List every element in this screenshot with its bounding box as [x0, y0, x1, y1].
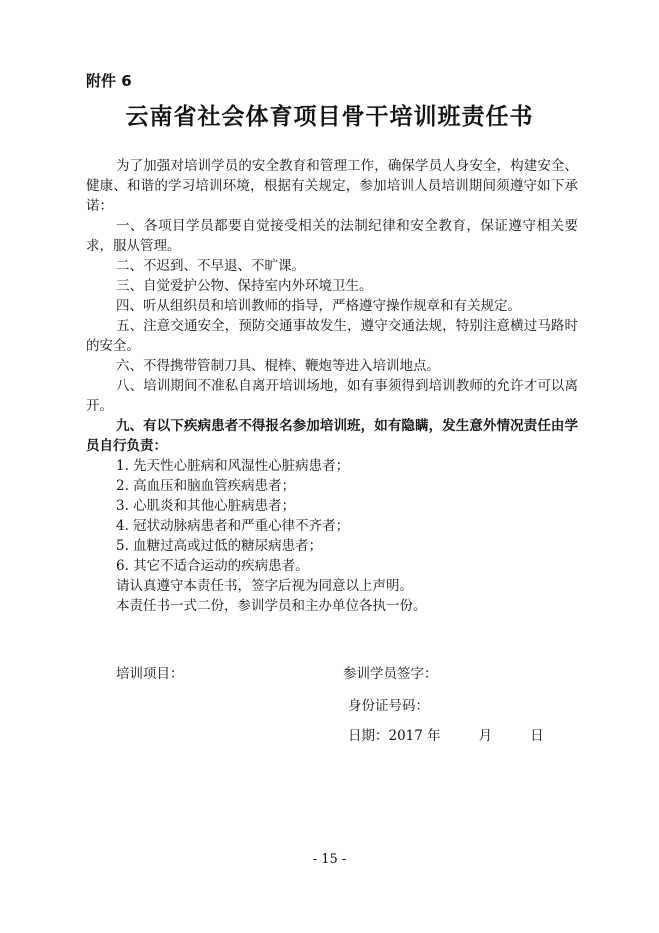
disease-item: 4. 冠状动脉病患者和严重心律不齐者；: [116, 518, 350, 534]
closing-line-2: 本责任书一式二份，参训学员和主办单位各执一份。: [116, 598, 427, 614]
date-year-label: 日期：2017 年: [348, 728, 441, 744]
appendix-label: 附件 6: [86, 72, 132, 90]
disease-item: 1. 先天性心脏病和风湿性心脏病患者；: [116, 458, 350, 474]
intro-paragraph: 为了加强对培训学员的安全教育和管理工作，确保学员人身安全，构建安全、健康、和谐的学习培训环境，根据有关规定，参加培训人员培训期间须遵守如下承诺：: [86, 158, 578, 214]
disease-item: 6. 其它不适合运动的疾病患者。: [116, 558, 309, 574]
rule-8: 八、培训期间不准私自离开培训场地，如有事须得到培训教师的允许才可以离开。: [86, 378, 578, 414]
document-body: [86, 156, 578, 616]
date-month-label: 月: [478, 728, 493, 744]
document-title: 云南省社会体育项目骨干培训班责任书: [125, 104, 534, 130]
trainee-signature-label: 参训学员签字：: [343, 666, 438, 682]
rule-2: 二、不迟到、不早退、不旷课。: [116, 258, 305, 274]
rule-9-bold: 九、有以下疾病患者不得报名参加培训班，如有隐瞒，发生意外情况责任由学员自行负责：: [86, 418, 578, 454]
id-number-label: 身份证号码：: [348, 698, 429, 714]
disease-item: 5. 血糖过高或过低的糖尿病患者；: [116, 538, 323, 554]
rule-6: 六、不得携带管制刀具、棍棒、鞭炮等进入培训地点。: [116, 358, 440, 374]
rule-4: 四、听从组织员和培训教师的指导，严格遵守操作规章和有关规定。: [116, 298, 521, 314]
date-line: [348, 724, 544, 744]
rule-3: 三、自觉爱护公物、保持室内外环境卫生。: [116, 278, 373, 294]
rule-5: 五、注意交通安全，预防交通事故发生，遵守交通法规，特别注意横过马路时的安全。: [86, 318, 578, 354]
closing-line-1: 请认真遵守本责任书，签字后视为同意以上声明。: [116, 578, 413, 594]
training-project-label: 培训项目：: [116, 666, 184, 682]
date-day-label: 日: [530, 728, 544, 744]
rule-1: 一、各项目学员都要自觉接受相关的法制纪律和安全教育，保证遵守相关要求，服从管理。: [86, 218, 578, 254]
disease-item: 3. 心肌炎和其他心脏病患者；: [116, 498, 296, 514]
disease-item: 2. 高血压和脑血管疾病患者；: [116, 478, 296, 494]
page-number: - 15 -: [312, 852, 347, 867]
